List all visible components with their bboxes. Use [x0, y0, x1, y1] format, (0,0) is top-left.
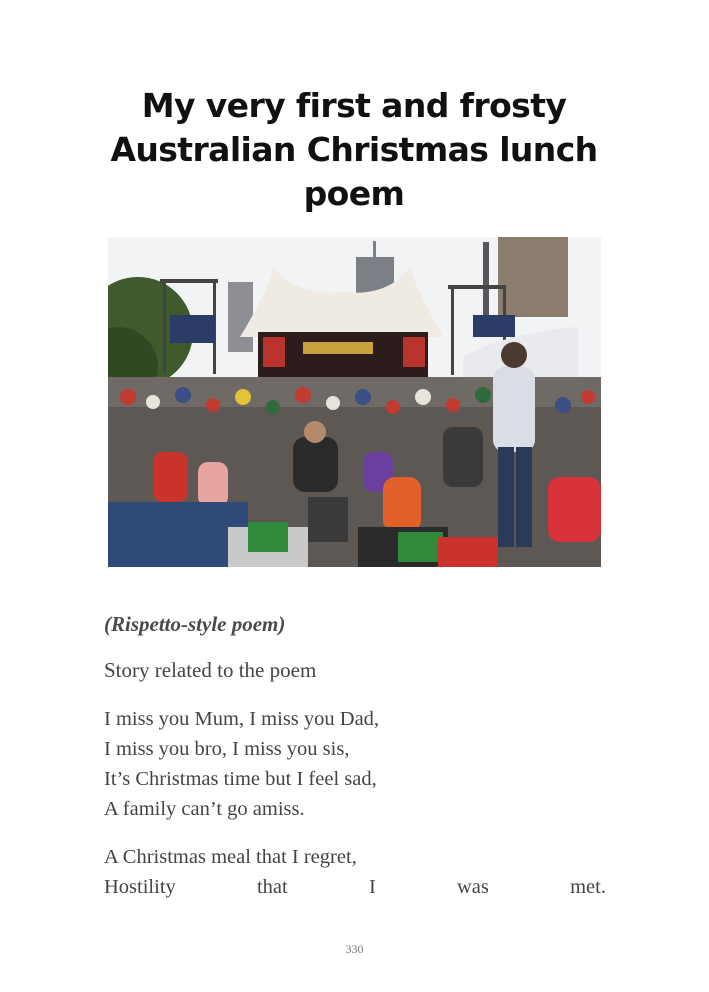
- poem-subtitle: (Rispetto-style poem): [104, 612, 286, 636]
- title-line: My very first and frosty: [141, 86, 567, 125]
- concert-crowd-photo: [108, 237, 601, 567]
- poem-word: was: [457, 876, 489, 898]
- stanza: [104, 842, 606, 902]
- title-line: Australian Christmas lunch: [110, 130, 598, 169]
- poem-line: I miss you bro, I miss you sis,: [104, 738, 350, 760]
- poem-word: that: [256, 876, 288, 898]
- poem-line: I miss you Mum, I miss you Dad,: [104, 708, 380, 730]
- poem-line: It’s Christmas time but I feel sad,: [104, 768, 377, 790]
- poem-line: [104, 872, 606, 902]
- story-label: Story related to the poem: [104, 658, 317, 682]
- poem-line: A Christmas meal that I regret,: [104, 846, 357, 868]
- poem-word: met.: [570, 876, 606, 898]
- poem-word: Hostility: [104, 876, 176, 898]
- title-line: poem: [303, 174, 405, 213]
- page-title: [104, 84, 604, 216]
- stanza: [104, 704, 606, 824]
- page-number: 330: [345, 942, 364, 956]
- poem-line: A family can’t go amiss.: [104, 798, 305, 820]
- poem-word: I: [368, 876, 376, 898]
